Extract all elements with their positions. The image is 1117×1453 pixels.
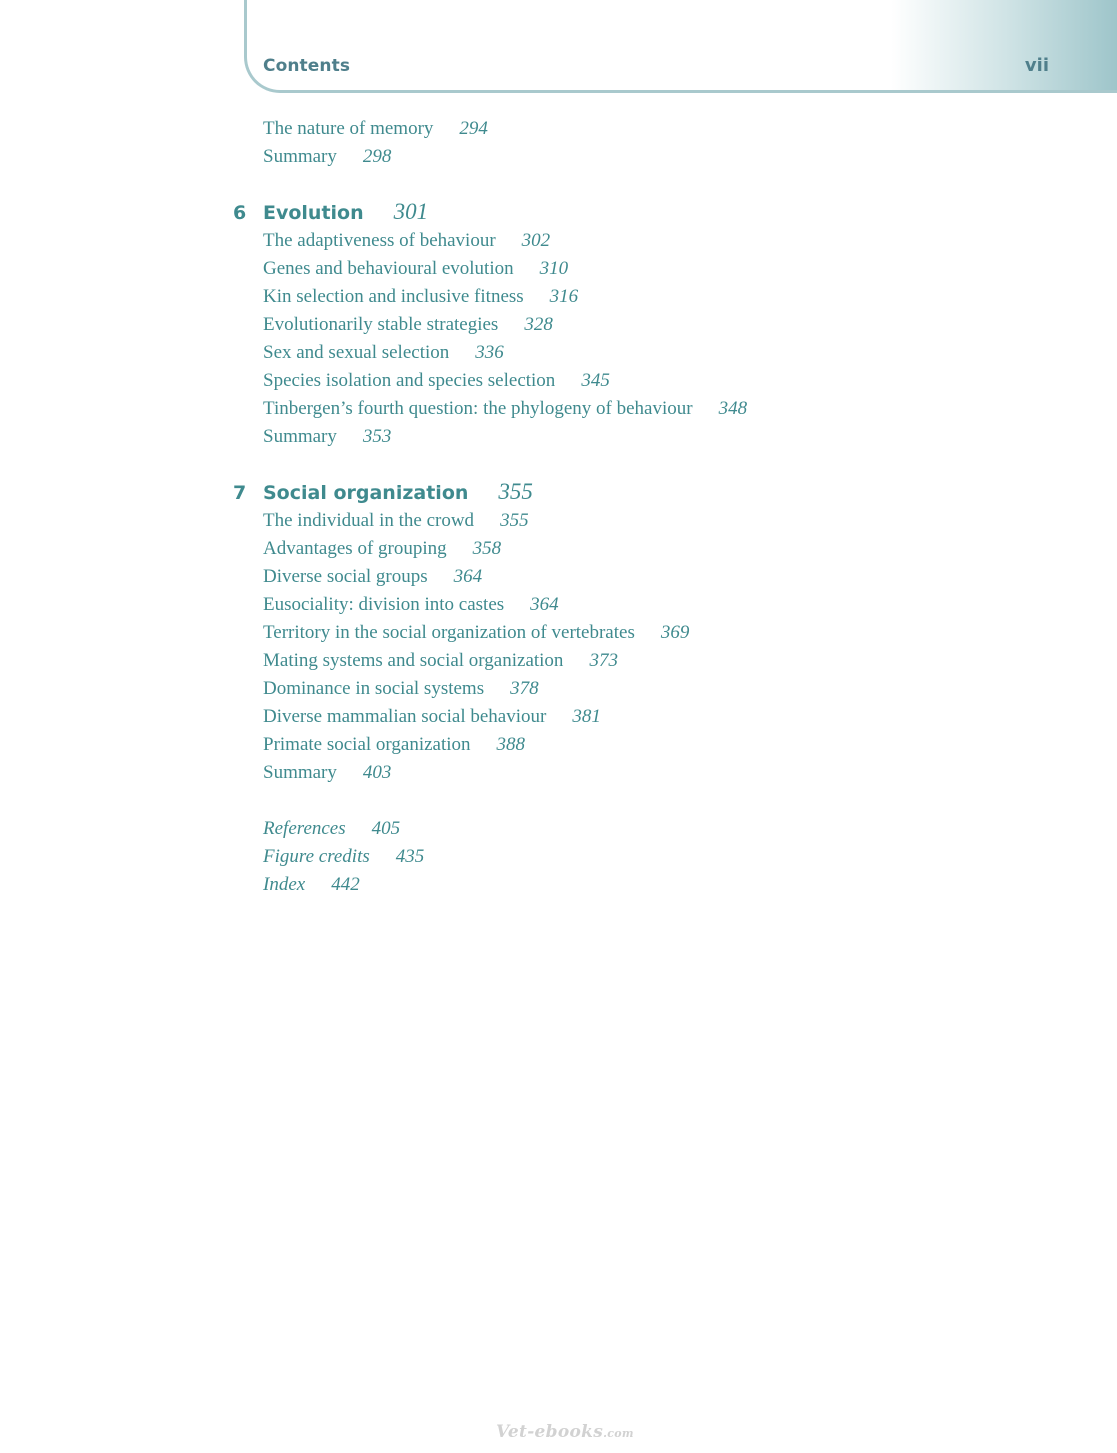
toc-entry-page: 310 — [539, 258, 569, 279]
toc-entry[interactable] — [263, 117, 488, 141]
chapter-number: 7 — [233, 482, 247, 504]
back-matter-title: References — [263, 818, 346, 839]
toc-entry[interactable] — [263, 425, 391, 449]
toc-entry-page: 355 — [500, 510, 529, 531]
toc-entry-page: 302 — [521, 230, 551, 251]
toc-entry-page: 353 — [362, 426, 392, 447]
toc-entry[interactable] — [263, 397, 747, 421]
chapter-heading[interactable] — [233, 478, 533, 509]
toc-entry-page: 364 — [530, 594, 559, 615]
toc-entry-page: 388 — [496, 734, 526, 755]
toc-entry-page: 373 — [589, 650, 618, 671]
toc-entry[interactable] — [263, 649, 618, 673]
page-number: vii — [1024, 55, 1049, 76]
toc-entry[interactable] — [263, 565, 482, 589]
running-head: Contents — [263, 56, 351, 76]
back-matter-title: Index — [263, 874, 306, 895]
toc-entry-title: Species isolation and species selection — [263, 370, 556, 391]
toc-entry-title: The individual in the crowd — [263, 510, 475, 531]
toc-entry[interactable] — [263, 257, 568, 281]
toc-entry-title: Primate social organization — [263, 734, 471, 755]
toc-entry-page: 294 — [459, 118, 488, 139]
toc-entry-page: 358 — [472, 538, 502, 559]
toc-entry[interactable] — [263, 677, 539, 701]
watermark-text: Vet-ebooks — [496, 1422, 604, 1442]
back-matter-page: 442 — [331, 874, 360, 895]
back-matter-title: Figure credits — [263, 846, 370, 867]
toc-entry[interactable] — [263, 621, 689, 645]
toc-entry-page: 298 — [362, 146, 392, 167]
chapter-title: Social organization — [263, 482, 469, 504]
toc-entry-page: 403 — [362, 762, 392, 783]
toc-entry-page: 348 — [718, 398, 748, 419]
toc-entry-page: 378 — [510, 678, 539, 699]
toc-entry[interactable] — [263, 341, 504, 365]
chapter-page: 355 — [498, 479, 533, 504]
toc-entry-page: 364 — [453, 566, 483, 587]
toc-entry-title: Territory in the social organization of vertebrates — [263, 622, 635, 643]
toc-entry-title: The adaptiveness of behaviour — [263, 230, 496, 251]
toc-entry[interactable] — [263, 285, 578, 309]
toc-entry-title: Kin selection and inclusive fitness — [263, 286, 524, 307]
toc-entry-title: Evolutionarily stable strategies — [263, 314, 499, 335]
toc-entry[interactable] — [263, 705, 601, 729]
toc-entry[interactable] — [263, 145, 391, 169]
watermark-logo — [496, 1422, 634, 1442]
back-matter-page: 405 — [371, 818, 401, 839]
toc-entry-page: 328 — [524, 314, 553, 335]
chapter-number: 6 — [233, 202, 247, 224]
toc-entry-title: The nature of memory — [263, 118, 434, 139]
toc-entry-title: Diverse mammalian social behaviour — [263, 706, 547, 727]
toc-entry[interactable] — [263, 593, 559, 617]
toc-entry[interactable] — [263, 733, 525, 757]
toc-entry-title: Tinbergen’s fourth question: the phylogeny of behaviour — [263, 398, 693, 419]
chapter-page: 301 — [393, 199, 429, 224]
watermark-suffix: .com — [603, 1427, 634, 1440]
back-matter-entry[interactable] — [263, 873, 360, 897]
toc-entry-title: Diverse social groups — [263, 566, 428, 587]
toc-entry[interactable] — [263, 761, 391, 785]
chapter-title: Evolution — [263, 202, 364, 224]
toc-entry-title: Advantages of grouping — [263, 538, 447, 559]
toc-entry-title: Summary — [263, 426, 337, 447]
toc-entry-page: 316 — [549, 286, 579, 307]
toc-entry-title: Mating systems and social organization — [263, 650, 564, 671]
toc-entry-page: 369 — [660, 622, 690, 643]
toc-entry[interactable] — [263, 313, 553, 337]
back-matter-entry[interactable] — [263, 817, 400, 841]
header-frame — [244, 0, 1117, 93]
toc-entry[interactable] — [263, 369, 610, 393]
toc-entry-title: Eusociality: division into castes — [263, 594, 505, 615]
toc-entry-title: Summary — [263, 146, 337, 167]
toc-entry[interactable] — [263, 229, 550, 253]
toc-entry-title: Sex and sexual selection — [263, 342, 450, 363]
toc-entry-page: 381 — [572, 706, 601, 727]
toc-entry[interactable] — [263, 537, 501, 561]
chapter-heading[interactable] — [233, 198, 428, 229]
toc-entry-title: Summary — [263, 762, 337, 783]
toc-entry-page: 345 — [581, 370, 610, 391]
toc-entry-page: 336 — [475, 342, 504, 363]
back-matter-entry[interactable] — [263, 845, 424, 869]
back-matter-page: 435 — [395, 846, 425, 867]
toc-entry-title: Dominance in social systems — [263, 678, 485, 699]
toc-entry-title: Genes and behavioural evolution — [263, 258, 514, 279]
toc-entry[interactable] — [263, 509, 529, 533]
